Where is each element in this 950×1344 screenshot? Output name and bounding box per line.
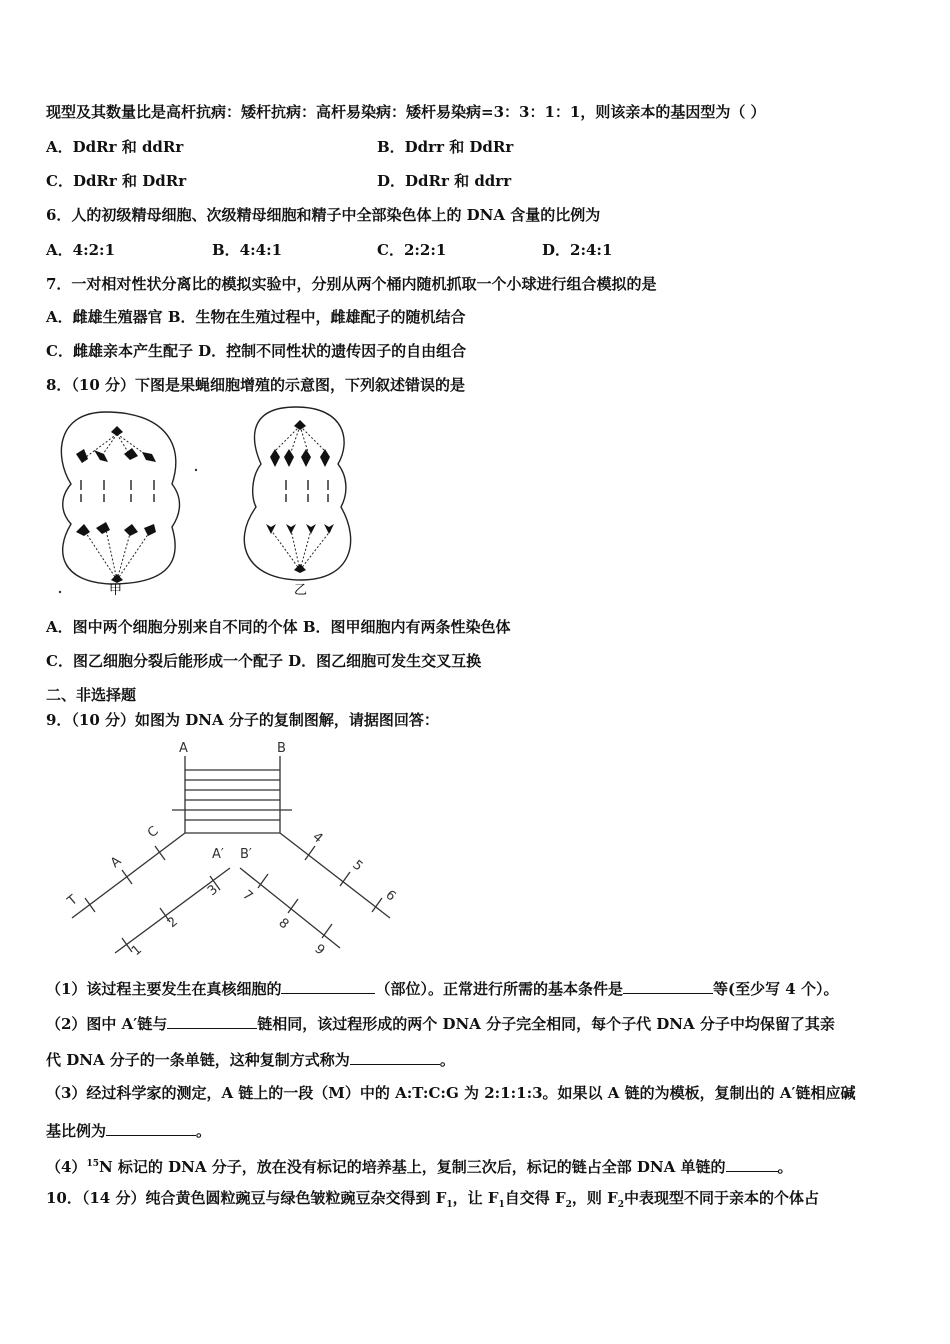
dna-label-5: 5 bbox=[349, 857, 366, 875]
dna-label-1: 1 bbox=[128, 942, 145, 960]
q9-part2-line2 bbox=[46, 1048, 455, 1070]
q9-part1-blank-2[interactable] bbox=[623, 977, 713, 994]
q9-part2-blank-2[interactable] bbox=[350, 1048, 440, 1065]
cell-yi-label: 乙 bbox=[294, 583, 308, 598]
q10-sub-1a: 1 bbox=[446, 1200, 453, 1210]
q8-options-ab[interactable]: A．图中两个细胞分别来自不同的个体 B．图甲细胞内有两条性染色体 bbox=[46, 618, 511, 636]
q9-stem: 9．（10 分）如图为 DNA 分子的复制图解，请据图回答： bbox=[46, 711, 439, 729]
q9-part2-text-a: （2）图中 A′链与 bbox=[46, 1015, 168, 1033]
dna-label-7: 7 bbox=[239, 887, 256, 905]
q10-sub-2b: 2 bbox=[617, 1200, 625, 1210]
q9-part2-text-c: 代 DNA 分子的一条单链，这种复制方式称为 bbox=[46, 1051, 350, 1069]
q9-part2-blank-1[interactable] bbox=[167, 1012, 257, 1029]
q9-part2-text-b: 链相同，该过程形成的两个 DNA 分子完全相同，每个子代 DNA 分子中均保留了其亲 bbox=[257, 1015, 835, 1033]
q9-part3-blank[interactable] bbox=[106, 1119, 196, 1136]
q9-part1-text-b: （部位）。正常进行所需的基本条件是 bbox=[375, 980, 623, 998]
q8-stem: 8．（10 分）下图是果蝇细胞增殖的示意图，下列叙述错误的是 bbox=[46, 376, 466, 394]
q6-option-a[interactable]: A．4:2:1 bbox=[46, 241, 116, 259]
q10-text-b: ，让 F bbox=[452, 1189, 499, 1207]
q9-part4-blank[interactable] bbox=[726, 1155, 778, 1172]
q10-text-d: ，则 F bbox=[571, 1189, 618, 1207]
q6-option-b[interactable]: B．4:4:1 bbox=[212, 241, 283, 259]
q9-part1 bbox=[46, 977, 838, 999]
q9-part4-sup: 15 bbox=[86, 1159, 99, 1169]
dna-label-a2: A bbox=[107, 853, 125, 872]
dna-label-a-prime: A′ bbox=[212, 847, 224, 862]
q6-stem: 6．人的初级精母细胞、次级精母细胞和精子中全部染色体上的 DNA 含量的比例为 bbox=[46, 206, 601, 224]
q7-options-ab[interactable]: A．雌雄生殖器官 B．生物在生殖过程中，雌雄配子的随机结合 bbox=[46, 308, 466, 326]
q10-sub-2a: 2 bbox=[565, 1200, 572, 1210]
q5-option-c[interactable]: C．DdRr 和 DdRr bbox=[46, 172, 187, 190]
q5-option-a[interactable]: A．DdRr 和 ddRr bbox=[46, 138, 184, 156]
cell-yi-drawing bbox=[244, 407, 350, 580]
dna-label-8: 8 bbox=[275, 915, 292, 933]
q10-text-e: 中表现型不同于亲本的个体占 bbox=[624, 1189, 820, 1207]
dna-label-b-prime: B′ bbox=[240, 847, 252, 862]
q9-part4-text-b: 。 bbox=[777, 1158, 793, 1176]
cell-division-figure bbox=[46, 402, 376, 602]
dna-label-a: A bbox=[179, 741, 188, 756]
q7-options-cd[interactable]: C．雌雄亲本产生配子 D．控制不同性状的遗传因子的自由组合 bbox=[46, 342, 467, 360]
q9-part3-text-c: 。 bbox=[196, 1122, 212, 1140]
q5-stem: 现型及其数量比是高杆抗病：矮杆抗病：高杆易染病：矮杆易染病=3：3：1：1，则该亲本的基因型为（ ） bbox=[46, 103, 766, 121]
dna-replication-figure bbox=[60, 738, 420, 963]
q6-option-c[interactable]: C．2:2:1 bbox=[377, 241, 447, 259]
cell-jia-label: 甲 bbox=[109, 583, 123, 598]
q8-options-cd[interactable]: C．图乙细胞分裂后能形成一个配子 D．图乙细胞可发生交叉互换 bbox=[46, 652, 482, 670]
dna-label-c: C bbox=[144, 823, 162, 842]
q9-part1-text-c: 等(至少写 4 个）。 bbox=[712, 980, 839, 998]
dna-label-9: 9 bbox=[311, 941, 328, 959]
dna-label-2: 2 bbox=[164, 914, 181, 932]
dna-label-6: 6 bbox=[382, 887, 399, 905]
dna-label-b: B bbox=[277, 741, 286, 756]
q10-sub-1b: 1 bbox=[498, 1200, 505, 1210]
q9-part3-line1: （3）经过科学家的测定，A 链上的一段（M）中的 A:T:C:G 为 2:1:1:3。如果以 A 链的为模板，复制出的 A′链相应碱 bbox=[46, 1084, 856, 1102]
q9-part2-line1 bbox=[46, 1012, 835, 1034]
section-nonchoice-title: 二、非选择题 bbox=[46, 686, 137, 704]
dna-label-4: 4 bbox=[309, 829, 326, 847]
q9-part4-prefix: （4） bbox=[46, 1158, 87, 1176]
q5-option-b[interactable]: B．Ddrr 和 DdRr bbox=[377, 138, 514, 156]
q9-part2-text-d: 。 bbox=[439, 1051, 455, 1069]
q6-option-d[interactable]: D．2:4:1 bbox=[542, 241, 613, 259]
dna-label-3: 3 bbox=[204, 882, 221, 900]
q9-part3-line2 bbox=[46, 1119, 211, 1141]
cell-jia-drawing bbox=[61, 412, 179, 584]
q10-stem bbox=[46, 1188, 819, 1215]
q7-stem: 7．一对相对性状分离比的模拟实验中，分别从两个桶内随机抓取一个小球进行组合模拟的是 bbox=[46, 275, 657, 293]
q9-part4 bbox=[46, 1154, 793, 1177]
q9-part1-blank-1[interactable] bbox=[281, 977, 375, 994]
q9-part3-text-b: 基比例为 bbox=[46, 1122, 107, 1140]
q9-part1-text-a: （1）该过程主要发生在真核细胞的 bbox=[46, 980, 282, 998]
q9-part4-text-a: N 标记的 DNA 分子，放在没有标记的培养基上，复制三次后，标记的链占全部 DNA 单链的 bbox=[98, 1158, 726, 1176]
dna-label-t: T bbox=[64, 892, 81, 910]
q10-text-c: 自交得 F bbox=[504, 1189, 566, 1207]
q5-option-d[interactable]: D．DdRr 和 ddrr bbox=[377, 172, 512, 190]
q10-text-a: 10．（14 分）纯合黄色圆粒豌豆与绿色皱粒豌豆杂交得到 F bbox=[46, 1189, 447, 1207]
